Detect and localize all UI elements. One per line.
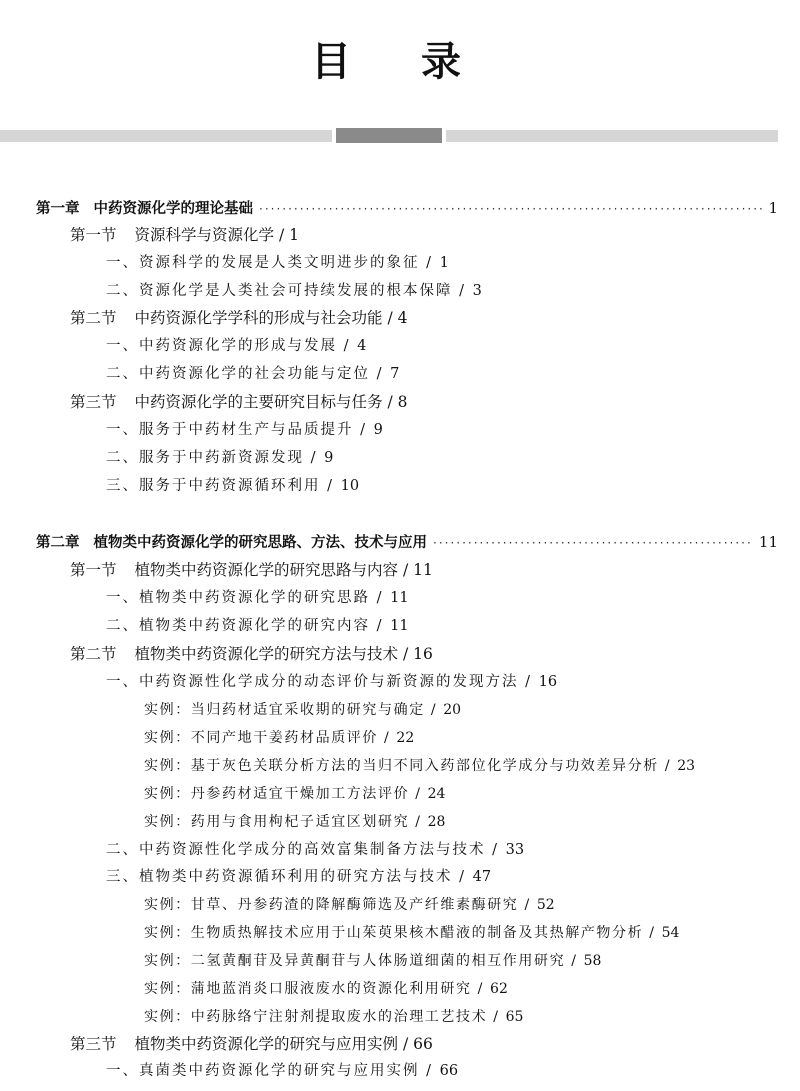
section-title: 中药资源化学学科的形成与社会功能 <box>134 309 383 327</box>
item-page: 4 <box>357 338 367 354</box>
item-title: 一、中药资源化学的形成与发展 <box>106 338 337 354</box>
toc-section[interactable]: 第三节 植物类中药资源化学的研究与应用实例 / 66 <box>70 1035 433 1053</box>
toc-item[interactable]: 二、服务于中药新资源发现 / 9 <box>106 450 334 466</box>
toc-item[interactable]: 二、资源化学是人类社会可持续发展的根本保障 / 3 <box>106 283 482 299</box>
toc-item[interactable]: 一、中药资源化学的形成与发展 / 4 <box>106 338 367 354</box>
example-title: 实例：不同产地干姜药材品质评价 <box>144 730 378 746</box>
item-page: 11 <box>390 618 409 634</box>
divider-left <box>0 130 332 142</box>
leader-dots <box>433 530 753 556</box>
item-page: 9 <box>373 422 383 438</box>
toc-chapter-1[interactable] <box>36 195 778 221</box>
item-page: 16 <box>538 674 558 690</box>
example-title: 实例：当归药材适宜采收期的研究与确定 <box>144 702 425 718</box>
section-label: 第二节 <box>70 645 117 663</box>
toc-example[interactable]: 实例：二氢黄酮苷及异黄酮苷与人体肠道细菌的相互作用研究 / 58 <box>144 953 602 969</box>
item-page: 7 <box>390 366 400 382</box>
section-title: 资源科学与资源化学 <box>134 226 275 244</box>
item-title: 二、中药资源化学的社会功能与定位 <box>106 366 370 382</box>
item-title: 一、中药资源性化学成分的动态评价与新资源的发现方法 <box>106 674 519 690</box>
toc-item[interactable]: 二、植物类中药资源化学的研究内容 / 11 <box>106 618 409 634</box>
chapter-page: 1 <box>768 199 778 217</box>
item-page: 1 <box>439 255 449 271</box>
page-title: 目 录 <box>311 38 489 85</box>
toc-section[interactable]: 第一节 资源科学与资源化学 / 1 <box>70 226 299 244</box>
section-label: 第一节 <box>70 561 117 579</box>
example-title: 实例：药用与食用枸杞子适宜区划研究 <box>144 814 410 830</box>
example-page: 58 <box>583 953 602 969</box>
section-label: 第三节 <box>70 1035 117 1053</box>
chapter-title: 中药资源化学的理论基础 <box>93 201 253 217</box>
toc-item[interactable]: 一、资源科学的发展是人类文明进步的象征 / 1 <box>106 255 449 271</box>
item-page: 3 <box>472 283 482 299</box>
toc-item[interactable]: 二、中药资源性化学成分的高效富集制备方法与技术 / 33 <box>106 842 525 858</box>
section-label: 第二节 <box>70 309 117 327</box>
example-page: 54 <box>661 925 680 941</box>
example-page: 20 <box>443 702 462 718</box>
example-page: 24 <box>427 786 446 802</box>
item-title: 三、服务于中药资源循环利用 <box>106 478 321 494</box>
toc-section[interactable]: 第二节 中药资源化学学科的形成与社会功能 / 4 <box>70 309 408 327</box>
item-title: 二、植物类中药资源化学的研究内容 <box>106 618 370 634</box>
example-title: 实例：丹参药材适宜干燥加工方法评价 <box>144 786 410 802</box>
section-page: 11 <box>413 561 433 579</box>
item-page: 9 <box>324 450 334 466</box>
toc-chapter-2[interactable] <box>36 529 778 555</box>
item-title: 一、服务于中药材生产与品质提升 <box>106 422 354 438</box>
item-title: 一、真菌类中药资源化学的研究与应用实例 <box>106 1063 420 1079</box>
toc-section[interactable]: 第二节 植物类中药资源化学的研究方法与技术 / 16 <box>70 645 433 663</box>
item-page: 10 <box>340 478 360 494</box>
chapter-label: 第二章 <box>36 535 80 551</box>
section-page: 1 <box>289 226 299 244</box>
item-title: 一、资源科学的发展是人类文明进步的象征 <box>106 255 420 271</box>
example-title: 实例：生物质热解技术应用于山茱萸果核木醋液的制备及其热解产物分析 <box>144 925 644 941</box>
item-title: 三、植物类中药资源循环利用的研究方法与技术 <box>106 869 453 885</box>
toc-example[interactable]: 实例：甘草、丹参药渣的降解酶筛选及产纤维素酶研究 / 52 <box>144 897 555 913</box>
example-page: 22 <box>396 730 415 746</box>
example-page: 28 <box>427 814 446 830</box>
example-page: 62 <box>490 981 508 997</box>
example-title: 实例：甘草、丹参药渣的降解酶筛选及产纤维素酶研究 <box>144 897 519 913</box>
example-title: 实例：基于灰色关联分析方法的当归不同入药部位化学成分与功效差异分析 <box>144 758 659 774</box>
item-title: 二、服务于中药新资源发现 <box>106 450 304 466</box>
toc-example[interactable]: 实例：基于灰色关联分析方法的当归不同入药部位化学成分与功效差异分析 / 23 <box>144 758 696 774</box>
example-page: 65 <box>505 1009 524 1025</box>
toc-item[interactable]: 一、真菌类中药资源化学的研究与应用实例 / 66 <box>106 1063 459 1079</box>
toc-example[interactable]: 实例：当归药材适宜采收期的研究与确定 / 20 <box>144 702 462 718</box>
toc-section[interactable]: 第三节 中药资源化学的主要研究目标与任务 / 8 <box>70 393 408 411</box>
toc-example[interactable]: 实例：生物质热解技术应用于山茱萸果核木醋液的制备及其热解产物分析 / 54 <box>144 925 680 941</box>
item-page: 66 <box>439 1063 459 1079</box>
section-page: 16 <box>413 645 433 663</box>
toc-example[interactable]: 实例：蒲地蓝消炎口服液废水的资源化利用研究 / 62 <box>144 981 508 997</box>
leader-dots <box>259 196 762 222</box>
toc-item[interactable]: 一、中药资源性化学成分的动态评价与新资源的发现方法 / 16 <box>106 674 558 690</box>
toc-example[interactable]: 实例：丹参药材适宜干燥加工方法评价 / 24 <box>144 786 446 802</box>
section-page: 8 <box>397 393 408 411</box>
toc-item[interactable]: 二、中药资源化学的社会功能与定位 / 7 <box>106 366 400 382</box>
example-page: 52 <box>536 897 555 913</box>
section-page: 66 <box>413 1035 433 1053</box>
section-page: 4 <box>397 309 408 327</box>
section-title: 植物类中药资源化学的研究思路与内容 <box>134 561 399 579</box>
example-title: 实例：中药脉络宁注射剂提取废水的治理工艺技术 <box>144 1009 488 1025</box>
item-page: 33 <box>505 842 525 858</box>
chapter-page: 11 <box>758 533 778 551</box>
toc-example[interactable]: 实例：不同产地干姜药材品质评价 / 22 <box>144 730 415 746</box>
example-page: 23 <box>677 758 696 774</box>
toc-item[interactable]: 三、服务于中药资源循环利用 / 10 <box>106 478 360 494</box>
toc-item[interactable]: 三、植物类中药资源循环利用的研究方法与技术 / 47 <box>106 869 492 885</box>
section-label: 第一节 <box>70 226 117 244</box>
section-title: 植物类中药资源化学的研究与应用实例 <box>134 1035 399 1053</box>
section-title: 植物类中药资源化学的研究方法与技术 <box>134 645 399 663</box>
example-title: 实例：蒲地蓝消炎口服液废水的资源化利用研究 <box>144 981 472 997</box>
title-divider-banner <box>0 128 800 144</box>
section-label: 第三节 <box>70 393 117 411</box>
item-title: 二、资源化学是人类社会可持续发展的根本保障 <box>106 283 453 299</box>
item-title: 二、中药资源性化学成分的高效富集制备方法与技术 <box>106 842 486 858</box>
divider-center <box>336 128 442 143</box>
chapter-label: 第一章 <box>36 201 80 217</box>
toc-section[interactable]: 第一节 植物类中药资源化学的研究思路与内容 / 11 <box>70 561 433 579</box>
toc-example[interactable]: 实例：中药脉络宁注射剂提取废水的治理工艺技术 / 65 <box>144 1009 524 1025</box>
toc-item[interactable]: 一、服务于中药材生产与品质提升 / 9 <box>106 422 383 438</box>
item-page: 47 <box>472 869 492 885</box>
example-title: 实例：二氢黄酮苷及异黄酮苷与人体肠道细菌的相互作用研究 <box>144 953 566 969</box>
item-page: 11 <box>390 590 409 606</box>
toc-example[interactable]: 实例：药用与食用枸杞子适宜区划研究 / 28 <box>144 814 446 830</box>
item-title: 一、植物类中药资源化学的研究思路 <box>106 590 370 606</box>
chapter-title: 植物类中药资源化学的研究思路、方法、技术与应用 <box>93 535 427 551</box>
divider-right <box>446 130 778 142</box>
toc-item[interactable]: 一、植物类中药资源化学的研究思路 / 11 <box>106 590 409 606</box>
section-title: 中药资源化学的主要研究目标与任务 <box>134 393 383 411</box>
